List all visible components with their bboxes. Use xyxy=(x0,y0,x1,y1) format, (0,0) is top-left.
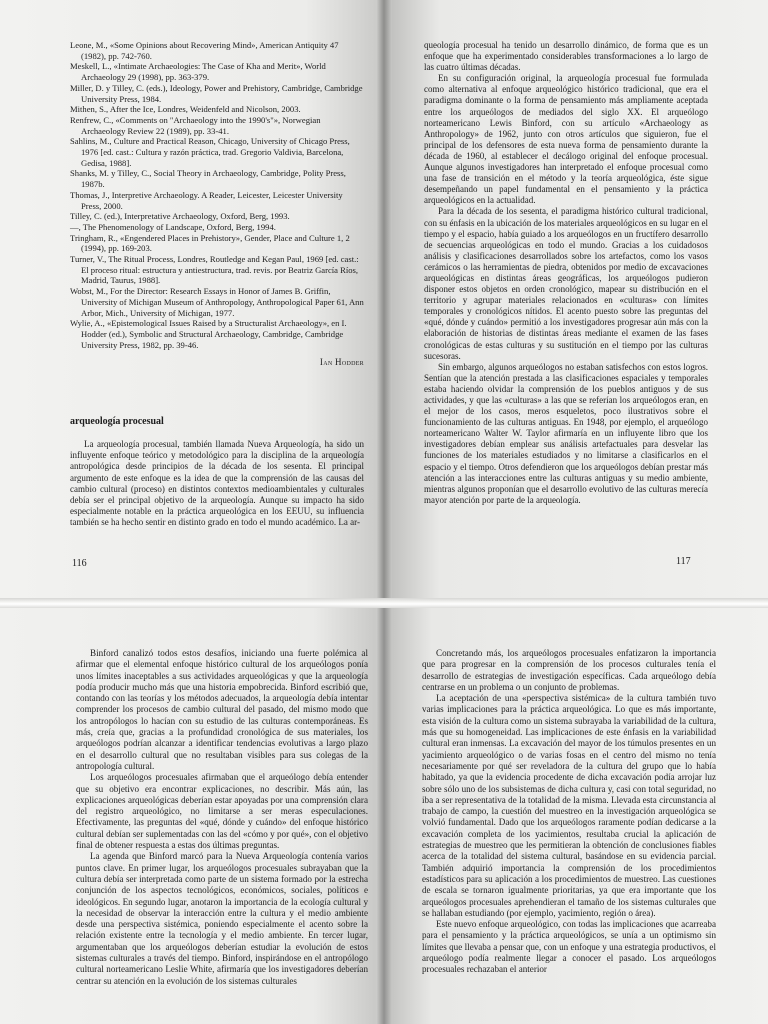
book-gutter-bottom xyxy=(376,606,392,1024)
bibliography-entry: Thomas, J., Interpretive Archaeology. A Reader, Leicester, Leicester University Press, 2000. xyxy=(70,189,343,211)
paragraph: Para la década de los sesenta, el paradigma histórico cultural tradicional, con su énfasis en la ubicación de los materiales arqueológicos en su lugar en el tiempo y el espacio, había guiado a los arqueólogos en un fructífero desarrollo de secuencias arqueológicas en todo el mundo. Gracias a los cuidadosos análisis y clasificaciones desarrollados sobre los artefactos, como los vasos cerámicos o las herramientas de piedra, obtenidos por medio de excavaciones arqueológicas en distintas áreas geográficas, los arqueólogos pudieron disponer estos objetos en orden cronológico, mapear su distribución en el territorio y agrupar materiales relacionados en «culturas» con límites temporales y cronológicos nítidos. El acento puesto sobre las preguntas del «qué, dónde y cuándo» permitió a los investigadores progresar aún más con la elaboración de historias de distintas áreas mediante el examen de las fases cronológicas de estas culturas y su sustitución en el tiempo por las culturas sucesoras. xyxy=(424,206,708,361)
entry-author: Ian Hodder xyxy=(319,357,364,367)
bibliography-entry: Turner, V., The Ritual Process, Londres, Routledge and Kegan Paul, 1969 [ed. cast.: El proceso ritual: estructura y antiestructura, trad. revis. por Beatriz García Ríos, Madrid, Taurus, 1988]. xyxy=(70,254,359,286)
page-number: 117 xyxy=(676,556,691,567)
page-119-text xyxy=(422,648,716,976)
paragraph: La aceptación de una «perspectiva sistémica» de la cultura también tuvo varias implicaciones para la práctica arqueológica. Lo que es más importante, esta visión de la cultura como un sistema subrayaba la variabilidad de la cultura, más que su homogeneidad. Las implicaciones de este énfasis en la variabilidad cultural eran inmensas. La excavación del mayor de los túmulos presentes en un yacimiento arqueológico o de varias fosas en el centro del mismo no tenía necesariamente por qué ser reveladora de la cultura del grupo que lo había habitado, ya que la evidencia procedente de dicha excavación podía arrojar luz sobre sólo uno de los subsistemas de dicha cultura y, casi con total seguridad, no iba a ser representativa de la totalidad de la misma. Llevada esta circunstancia al trabajo de campo, la cuestión del muestreo en la investigación arqueológica se volvió fundamental. Dado que los arqueólogos raramente podían dedicarse a la excavación completa de los yacimientos, resultaba crucial la aplicación de estrategias de muestreo que les permitieran la obtención de conclusiones fiables acerca de la totalidad del sistema cultural, basándose en su evidencia parcial. También adquirió importancia la comprensión de los procedimientos estadísticos para su aplicación a los procedimientos de muestreo. Las cuestiones de escala se tornaron igualmente prioritarias, ya que era importante que los arqueólogos procesuales aprehendieran el tamaño de los sistemas culturales que se hallaban estudiando (por ejemplo, yacimiento, región o área). xyxy=(422,693,716,918)
book-gutter-top xyxy=(376,0,392,600)
paragraph: La arqueología procesual, también llamada Nueva Arqueología, ha sido un influyente enfoque teórico y metodológico para la disciplina de la arqueología antropológica desde principios de la década de los sesenta. El principal argumento de este enfoque es la idea de que la comprensión de las causas del cambio cultural (proceso) en distintos contextos medioambientales y culturales debía ser el principal objetivo de la arqueología. Aunque su impacto ha sido especialmente notable en la práctica arqueológica en los EEUU, su influencia también se ha hecho sentir en distinto grado en todo el mundo académico. La ar- xyxy=(70,439,364,528)
paragraph: Los arqueólogos procesuales afirmaban que el arqueólogo debía entender que su objetivo era encontrar explicaciones, no describir. Más aún, las explicaciones arqueológicas deberían estar apoyadas por una comprensión clara del registro arqueológico, no limitarse a ser meras especulaciones. Efectivamente, las preguntas del «qué, dónde y cuándo» del enfoque histórico cultural debían ser suplementadas con las del «cómo y por qué», con el objetivo final de obtener respuesta a estas dos últimas preguntas. xyxy=(76,772,368,851)
paragraph: Este nuevo enfoque arqueológico, con todas las implicaciones que acarreaba para el pensamiento y la práctica arqueológicos, se unía a un optimismo sin límites que llevaba a pensar que, con un enfoque y una estrategia productivos, el arqueólogo podía realmente llegar a conocer el pasado. Los arqueólogos procesuales rechazaban el anterior xyxy=(422,919,716,975)
paragraph: En su configuración original, la arqueología procesual fue formulada como alternativa al enfoque arqueológico histórico tradicional, que era el paradigma dominante o la forma de pensamiento más ampliamente aceptada entre los arqueólogos de mediados del siglo XX. El arqueólogo norteamericano Lewis Binford, con su artículo «Archaeology as Anthropology» de 1962, junto con otros artículos que siguieron, fue el principal de los defensores de esta nueva forma de pensamiento durante la década de 1960, al establecer el decálogo original del enfoque procesual. Aunque algunos investigadores han interpretado el enfoque procesual como una fase de transición en el método y la teoría arqueológica, éste sigue desempeñando un papel fundamental en el pensamiento y la práctica arqueológicos en la actualidad. xyxy=(424,73,708,206)
bibliography-entry: Leone, M., «Some Opinions about Recovering Mind», American Antiquity 47 (1982), pp. 742-760. xyxy=(70,40,339,61)
bibliography-entry: Renfrew, C., «Comments on "Archaeology into the 1990's"», Norwegian Archaeology Review 22 (1989), pp. 33-41. xyxy=(70,114,321,136)
bibliography-entry: Shanks, M. y Tilley, C., Social Theory in Archaeology, Cambridge, Polity Press, 1987b. xyxy=(70,168,346,190)
paragraph: Sin embargo, algunos arqueólogos no estaban satisfechos con estos logros. Sentían que la atención prestada a las clasificaciones espaciales y temporales estaba haciendo olvidar la comprensión de los pueblos antiguos y de sus actividades, y que las «culturas» a las que se referían los arqueólogos eran, en el mejor de los casos, meros esqueletos, poco ilustrativos sobre el funcionamiento de las culturas antiguas. En 1948, por ejemplo, el arqueólogo norteamericano Walter W. Taylor afirmaría en un influyente libro que los investigadores debían emplear sus análisis artefactuales para desvelar las funciones de los materiales estudiados y no limitarse a clasificarlos en el espacio y el tiempo. Otros defendieron que los arqueólogos debían prestar más atención a las interacciones entre las culturas antiguas y su medio ambiente, mientras algunos proponían que el desarrollo evolutivo de las culturas merecía mayor atención por parte de la arqueología. xyxy=(424,361,708,505)
bibliography-entry: Meskell, L., «Intimate Archaeologies: The Case of Kha and Merit», World Archaeology 29 (1998), pp. 363-379. xyxy=(70,61,326,83)
paragraph: queología procesual ha tenido un desarrollo dinámico, de forma que es un enfoque que ha experimentado considerables transformaciones a lo largo de las cuatro últimas décadas. xyxy=(424,40,708,73)
bibliography-entry: Tilley, C. (ed.), Interpretative Archaeology, Oxford, Berg, 1993. xyxy=(70,211,290,222)
paragraph: La agenda que Binford marcó para la Nueva Arqueología contenía varios puntos clave. En primer lugar, los arqueólogos procesuales subrayaban que la cultura debía ser interpretada como parte de un sistema formado por la estrecha conjunción de los aspectos tecnológicos, económicos, sociales, políticos e ideológicos. En segundo lugar, anotaron la importancia de la ecología cultural y la necesidad de observar la interacción entre la cultura y el medio ambiente desde una perspectiva sistémica, poniendo especialmente el acento sobre la relación existente entre la tecnología y el medio ambiente. En tercer lugar, argumentaban que los arqueólogos deberían estudiar la evolución de estos sistemas culturales a través del tiempo. Binford, inspirándose en el antropólogo cultural norteamericano Leslie White, afirmaría que los investigadores deberían centrar su atención en la evolución de los sistemas culturales xyxy=(76,851,368,986)
bibliography-entry: Tringham, R., «Engendered Places in Prehistory», Gender, Place and Culture 1, 2 (1994), pp. 169-203. xyxy=(70,232,350,254)
bibliography-entry: Miller, D. y Tilley, C. (eds.), Ideology, Power and Prehistory, Cambridge, Cambridge University Press, 1984. xyxy=(70,82,363,104)
bibliography-entry: Wobst, M., For the Director: Research Essays in Honor of James B. Griffin, University of Michigan Museum of Anthropology, Anthropological Paper 61, Ann Arbor, Mich., University of Michigan, 1977. xyxy=(70,286,364,318)
scan-fold xyxy=(0,598,768,608)
bibliography-entry: —, The Phenomenology of Landscape, Oxford, Berg, 1994. xyxy=(70,221,276,232)
bibliography-entry: Mithen, S., After the Ice, Londres, Weidenfeld and Nicolson, 2003. xyxy=(70,104,301,115)
bibliography-entry: Wylie, A., «Epistemological Issues Raised by a Structuralist Archaeology», en I. Hodder (ed.), Symbolic and Structural Archaeology, Cambridge, Cambridge University Press, 1982, pp. 39-46. xyxy=(70,318,347,350)
page-117-text xyxy=(424,40,708,506)
paragraph: Binford canalizó todos estos desafíos, iniciando una fuerte polémica al afirmar que el elemental enfoque histórico cultural de los arqueólogos ponía unos límites inaceptables a sus actividades arqueológicas y que la arqueología podía producir mucho más que una historia empobrecida. Binford escribió que, contando con las teorías y los métodos adecuados, la arqueología debía intentar comprender los procesos de cambio cultural del pasado, del mismo modo que los antropólogos lo hacían con su estudio de las culturas contemporáneas. Es más, creía que, gracias a la profundidad cronológica de sus materiales, los arqueólogos podrían alcanzar a identificar tendencias evolutivas a largo plazo en el desarrollo cultural que no resultaban visibles para sus colegas de la antropología cultural. xyxy=(76,648,368,771)
bibliography-list xyxy=(70,40,364,350)
page-number: 116 xyxy=(72,558,87,569)
paragraph: Concretando más, los arqueólogos procesuales enfatizaron la importancia que para progresar en la comprensión de los procesos culturales tenía el desarrollo de estrategias de investigación específicas. Cada arqueólogo debía centrarse en un problema o un conjunto de problemas. xyxy=(422,648,716,692)
entry-heading: arqueología procesual xyxy=(70,416,164,427)
bibliography-entry: Sahlins, M., Culture and Practical Reason, Chicago, University of Chicago Press, 1976 [ed. cast.: Cultura y razón práctica, trad. Gregorio Valdivia, Barcelona, Gedisa, 1988]. xyxy=(70,136,350,168)
page-118-text xyxy=(76,648,368,987)
page-116-text xyxy=(70,439,364,529)
